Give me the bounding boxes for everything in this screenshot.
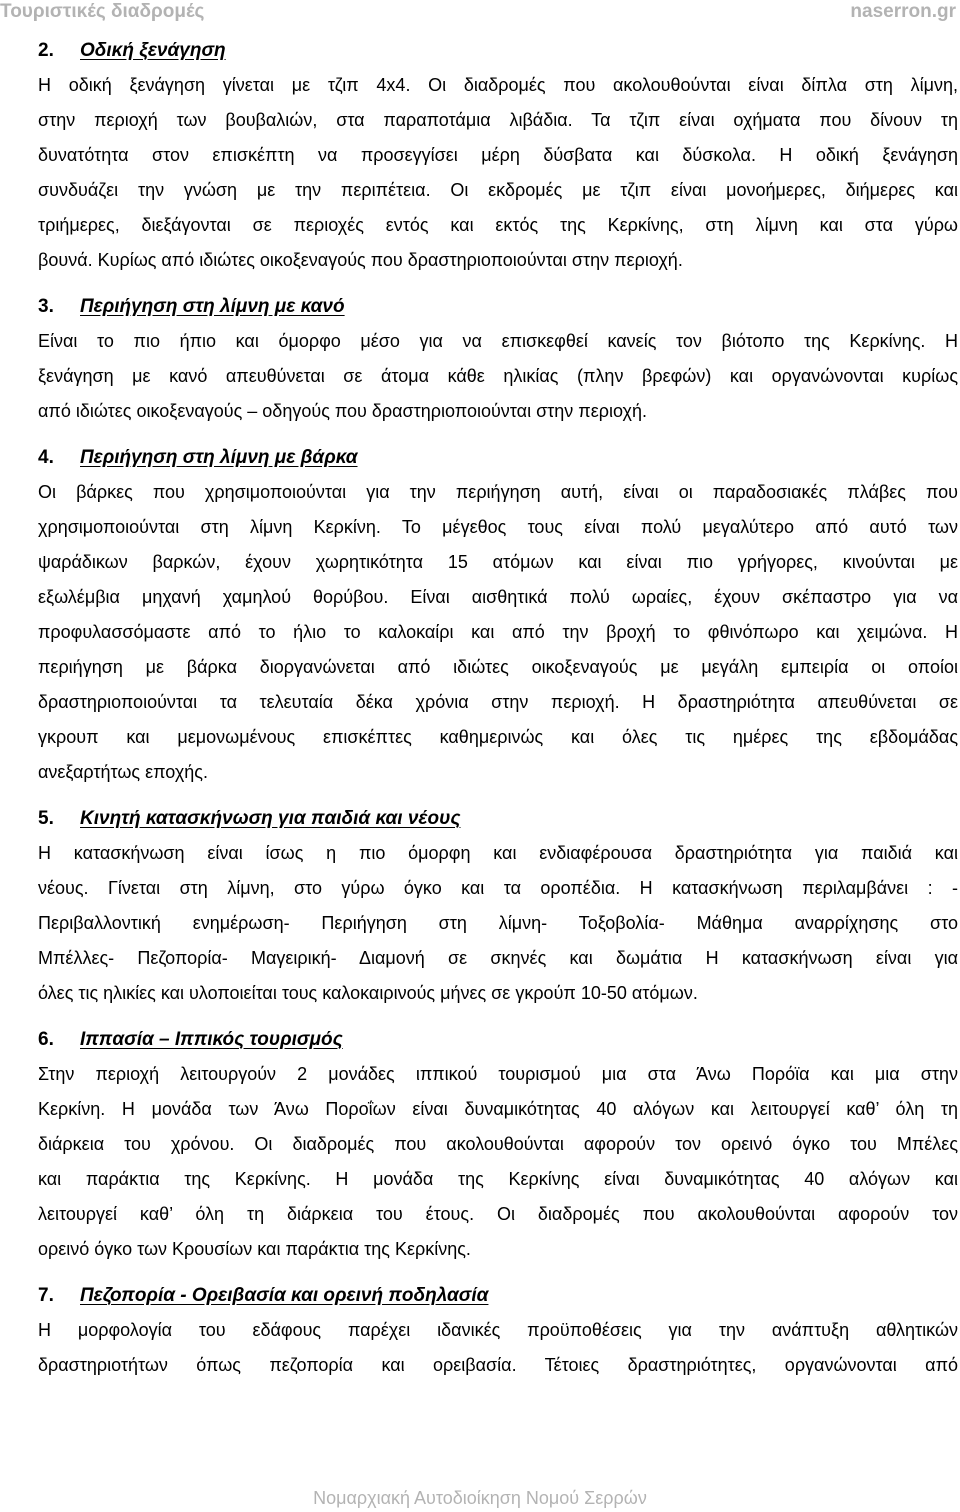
section-1	[38, 33, 958, 289]
section-paragraph	[38, 324, 958, 429]
paragraph-line: από ιδιώτες οικοξεναγούς – οδηγούς που δραστηριοποιούνται στην περιοχή.	[38, 401, 647, 421]
section-4	[38, 801, 958, 1022]
paragraph-line: γκρουπ και μεμονωμένους επισκέπτες καθημερινώς και όλες τις ημέρες της εβδομάδας	[38, 727, 958, 747]
section-number: 3.	[38, 296, 54, 317]
section-spacer	[38, 278, 958, 289]
paragraph-line: ορεινό όγκο των Κρουσίων και παράκτια της Κερκίνης.	[38, 1239, 471, 1259]
section-title: Κινητή κατασκήνωση για παιδιά και νέους	[80, 808, 461, 829]
section-paragraph	[38, 68, 958, 278]
section-title: Περιήγηση στη λίμνη με κανό	[80, 296, 345, 317]
section-number: 2.	[38, 40, 54, 61]
section-heading	[38, 33, 958, 68]
paragraph-line: προφυλασσόμαστε από το ήλιο το καλοκαίρι και από την βροχή το φθινόπωρο και χειμώνα. Η	[38, 622, 958, 642]
section-number: 5.	[38, 808, 54, 829]
paragraph-line: Η κατασκήνωση είναι ίσως η πιο όμορφη και ενδιαφέρουσα δραστηριότητα για παιδιά και	[38, 843, 958, 863]
section-paragraph	[38, 836, 958, 1011]
paragraph-line: περιήγηση με βάρκα διοργανώνεται από ιδιώτες οικοξεναγούς με μεγάλη εμπειρία οι οποίοι	[38, 657, 958, 677]
section-heading	[38, 440, 958, 475]
paragraph-line: Στην περιοχή λειτουργούν 2 μονάδες ιππικού τουρισμού μια στα Άνω Πορόϊα και μια στην	[38, 1064, 958, 1084]
section-number: 4.	[38, 447, 54, 468]
section-title: Ιππασία – Ιππικός τουρισμός	[80, 1029, 343, 1050]
section-spacer	[38, 1011, 958, 1022]
section-heading	[38, 289, 958, 324]
paragraph-line: και παράκτια της Κερκίνης. Η μονάδα της Κερκίνης είναι δυναμικότητας 40 αλόγων και	[38, 1169, 958, 1189]
paragraph-line: ξενάγηση με κανό απευθύνεται σε άτομα κάθε ηλικίας (πλην βρεφών) και οργανώνονται κυρίως	[38, 366, 958, 386]
paragraph-line: Η οδική ξενάγηση γίνεται με τζιπ 4x4. Οι διαδρομές που ακολουθούνται είναι δίπλα στη λίμνη,	[38, 75, 958, 95]
document-body	[38, 33, 958, 1383]
paragraph-line: συνδυάζει την γνώση με την περιπέτεια. Οι εκδρομές με τζιπ είναι μονοήμερες, διήμερες και	[38, 180, 958, 200]
paragraph-line: δραστηριοτήτων όπως πεζοπορία και ορειβασία. Τέτοιες δραστηριότητες, οργανώνονται από	[38, 1355, 958, 1375]
section-paragraph	[38, 1313, 958, 1383]
section-spacer	[38, 790, 958, 801]
header-site: naserron.gr	[850, 1, 956, 22]
section-number: 6.	[38, 1029, 54, 1050]
section-paragraph	[38, 1057, 958, 1267]
paragraph-line: χρησιμοποιούνται στη λίμνη Κερκίνη. Το μέγεθος τους είναι πολύ μεγαλύτερο από αυτό των	[38, 517, 958, 537]
section-6	[38, 1278, 958, 1383]
paragraph-line: διάρκεια του χρόνου. Οι διαδρομές που ακολουθούνται αφορούν τον ορεινό όγκο του Μπέλες	[38, 1134, 958, 1154]
paragraph-line: λειτουργεί καθ’ όλη τη διάρκεια του έτους. Οι διαδρομές που ακολουθούνται αφορούν τον	[38, 1204, 958, 1224]
paragraph-line: Περιβαλλοντική ενημέρωση- Περιήγηση στη λίμνη- Τοξοβολία- Μάθημα αναρρίχησης στο	[38, 913, 958, 933]
paragraph-line: βουνά. Κυρίως από ιδιώτες οικοξεναγούς που δραστηριοποιούνται στην περιοχή.	[38, 250, 683, 270]
paragraph-line: Κερκίνη. Η μονάδα των Άνω Ποροΐων είναι δυναμικότητας 40 αλόγων και λειτουργεί καθ’ όλη τη	[38, 1099, 958, 1119]
section-title: Περιήγηση στη λίμνη με βάρκα	[80, 447, 358, 468]
section-heading	[38, 1022, 958, 1057]
section-title: Πεζοπορία - Ορειβασία και ορεινή ποδηλασία	[80, 1285, 489, 1306]
section-2	[38, 289, 958, 440]
paragraph-line: στην περιοχή των βουβαλιών, στα παραποτάμια λιβάδια. Τα τζιπ είναι οχήματα που δίνουν τη	[38, 110, 958, 130]
section-spacer	[38, 429, 958, 440]
header-title: Τουριστικές διαδρομές	[0, 1, 205, 22]
page-footer: Νομαρχιακή Αυτοδιοίκηση Νομού Σερρών	[313, 1488, 647, 1508]
section-spacer	[38, 1267, 958, 1278]
paragraph-line: Μπέλλες- Πεζοπορία- Μαγειρική- Διαμονή σε σκηνές και δωμάτια Η κατασκήνωση είναι για	[38, 948, 958, 968]
paragraph-line: ψαράδικων βαρκών, έχουν χωρητικότητα 15 ατόμων και είναι πιο γρήγορες, κινούνται με	[38, 552, 958, 572]
section-number: 7.	[38, 1285, 54, 1306]
paragraph-line: δυνατότητα στον επισκέπτη να προσεγγίσει μέρη δύσβατα και δύσκολα. Η οδική ξενάγηση	[38, 145, 958, 165]
paragraph-line: Οι βάρκες που χρησιμοποιούνται για την περιήγηση αυτή, είναι οι παραδοσιακές πλάβες που	[38, 482, 958, 502]
section-heading	[38, 1278, 958, 1313]
paragraph-line: τριήμερες, διεξάγονται σε περιοχές εντός και εκτός της Κερκίνης, στη λίμνη και στα γύρω	[38, 215, 958, 235]
paragraph-line: Η μορφολογία του εδάφους παρέχει ιδανικές προϋποθέσεις για την ανάπτυξη αθλητικών	[38, 1320, 958, 1340]
section-title: Οδική ξενάγηση	[80, 40, 226, 61]
paragraph-line: όλες τις ηλικίες και υλοποιείται τους καλοκαιρινούς μήνες σε γκρούπ 10-50 ατόμων.	[38, 983, 698, 1003]
section-3	[38, 440, 958, 801]
paragraph-line: νέους. Γίνεται στη λίμνη, στο γύρω όγκο και τα οροπέδια. Η κατασκήνωση περιλαμβάνει : -	[38, 878, 958, 898]
page-header	[0, 0, 960, 28]
section-paragraph	[38, 475, 958, 790]
section-5	[38, 1022, 958, 1278]
paragraph-line: ανεξαρτήτως εποχής.	[38, 762, 208, 782]
section-heading	[38, 801, 958, 836]
paragraph-line: δραστηριοποιούνται τα τελευταία δέκα χρόνια στην περιοχή. Η δραστηριότητα απευθύνεται σε	[38, 692, 958, 712]
paragraph-line: Είναι το πιο ήπιο και όμορφο μέσο για να επισκεφθεί κανείς τον βιότοπο της Κερκίνης. Η	[38, 331, 958, 351]
paragraph-line: εξωλέμβια μηχανή χαμηλού θορύβου. Είναι αισθητικά πολύ ωραίες, έχουν σκέπαστρο για να	[38, 587, 958, 607]
